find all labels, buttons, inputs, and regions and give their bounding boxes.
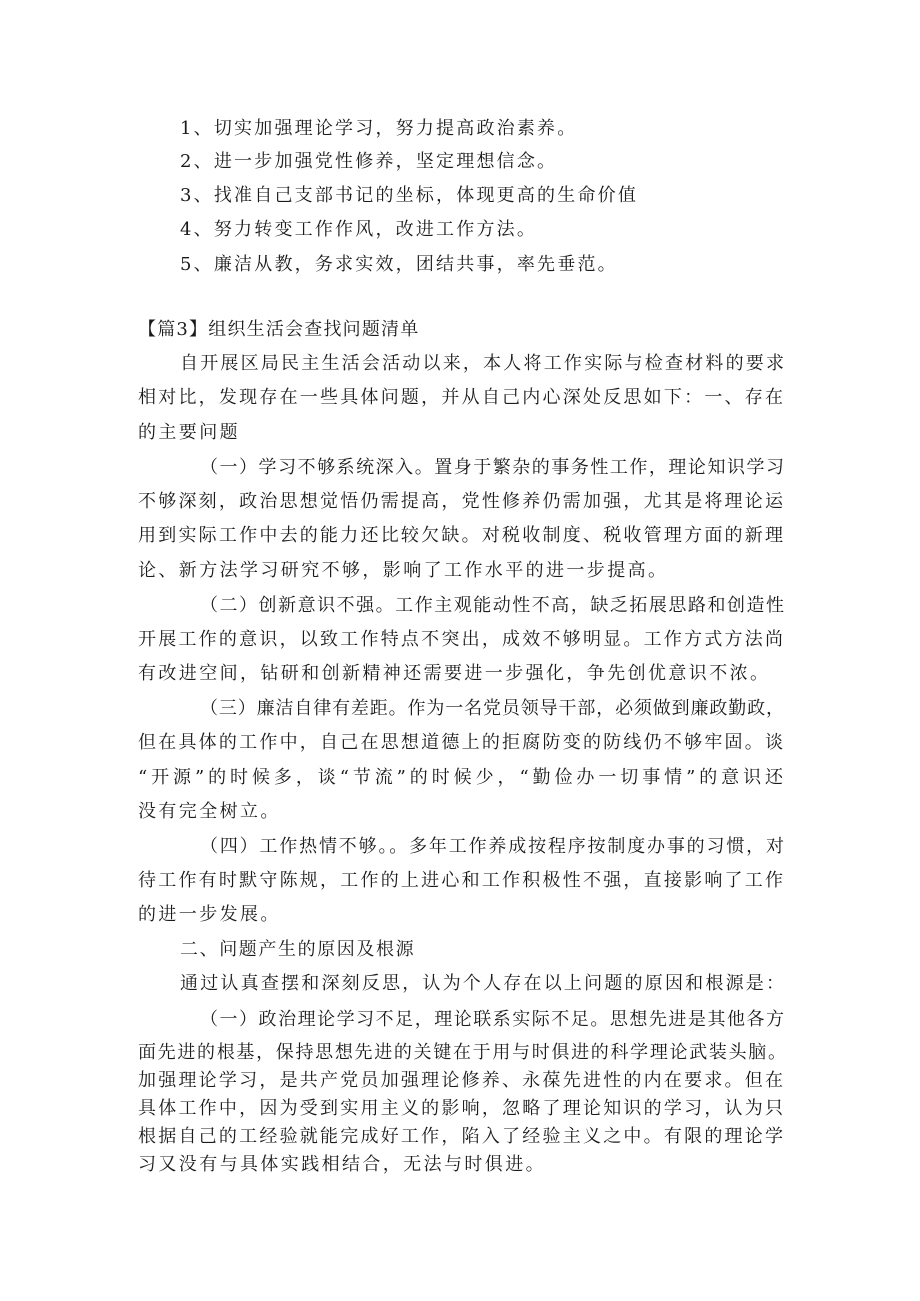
list-item: 1、切实加强理论学习，努力提高政治素养。 — [180, 118, 578, 139]
paragraph-line: 的进一步发展。 — [138, 904, 281, 925]
list-item: 3、找准自己支部书记的坐标，体现更高的生命价值 — [180, 185, 639, 206]
list-item: 2、进一步加强党性修养，坚定理想信念。 — [180, 151, 558, 172]
paragraph-line: 具体工作中，因为受到实用主义的影响，忽略了理论知识的学习，认为只 — [138, 1098, 783, 1119]
paragraph-line: （二）创新意识不强。工作主观能动性不高，缺乏拓展思路和创造性 — [200, 595, 784, 616]
paragraph-line: 的主要问题 — [138, 422, 240, 443]
paragraph-line: （一）学习不够系统深入。置身于繁杂的事务性工作，理论知识学习 — [200, 457, 784, 478]
paragraph-line: 但在具体的工作中，自己在思想道德上的拒腐防变的防线仍不够牢固。谈 — [138, 732, 783, 753]
paragraph-line: 有改进空间，钻研和创新精神还需要进一步强化，争先创优意识不浓。 — [138, 663, 771, 684]
paragraph-line: 相对比，发现存在一些具体问题，并从自己内心深处反思如下：一、存在 — [138, 387, 783, 408]
paragraph-line: 没有完全树立。 — [138, 801, 281, 822]
paragraph-line: 论、新方法学习研究不够，影响了工作水平的进一步提高。 — [138, 560, 669, 581]
paragraph-line: 面先进的根基，保持思想先进的关键在于用与时俱进的科学理论武装头脑。 — [138, 1042, 786, 1063]
paragraph-line: （一）政治理论学习不足，理论联系实际不足。思想先进是其他各方 — [200, 1009, 784, 1030]
paragraph-line: 不够深刻，政治思想觉悟仍需提高，党性修养仍需加强，尤其是将理论运 — [138, 491, 783, 512]
part2-title: 二、问题产生的原因及根源 — [180, 939, 416, 960]
paragraph-line: 根据自己的工经验就能完成好工作，陷入了经验主义之中。有限的理论学 — [138, 1126, 783, 1147]
paragraph-line: 加强理论学习，是共产党员加强理论修养、永葆先进性的内在要求。但在 — [138, 1070, 783, 1091]
section-title: 【篇3】组织生活会查找问题清单 — [138, 319, 420, 340]
paragraph-line: 通过认真查摆和深刻反思，认为个人存在以上问题的原因和根源是： — [180, 973, 784, 994]
paragraph-line: 待工作有时默守陈规，工作的上进心和工作积极性不强，直接影响了工作 — [138, 870, 783, 891]
list-item: 5、廉洁从教，务求实效，团结共事，率先垂范。 — [180, 254, 618, 275]
paragraph-line: “开源”的时候多，谈“节流”的时候少，“勤俭办一切事情”的意识还 — [138, 767, 783, 788]
list-item: 4、努力转变工作作风，改进工作方法。 — [180, 219, 538, 240]
paragraph-line: 习又没有与具体实践相结合，无法与时俱进。 — [138, 1154, 546, 1175]
paragraph-line: 用到实际工作中去的能力还比较欠缺。对税收制度、税收管理方面的新理 — [138, 525, 783, 546]
paragraph-line: （四）工作热情不够。。多年工作养成按程序按制度办事的习惯，对 — [200, 836, 784, 857]
paragraph-line: 自开展区局民主生活会活动以来，本人将工作实际与检查材料的要求 — [180, 353, 784, 374]
paragraph-line: 开展工作的意识，以致工作特点不突出，成效不够明显。工作方式方法尚 — [138, 629, 783, 650]
paragraph-line: （三）廉洁自律有差距。作为一名党员领导干部，必须做到廉政勤政， — [200, 698, 784, 719]
